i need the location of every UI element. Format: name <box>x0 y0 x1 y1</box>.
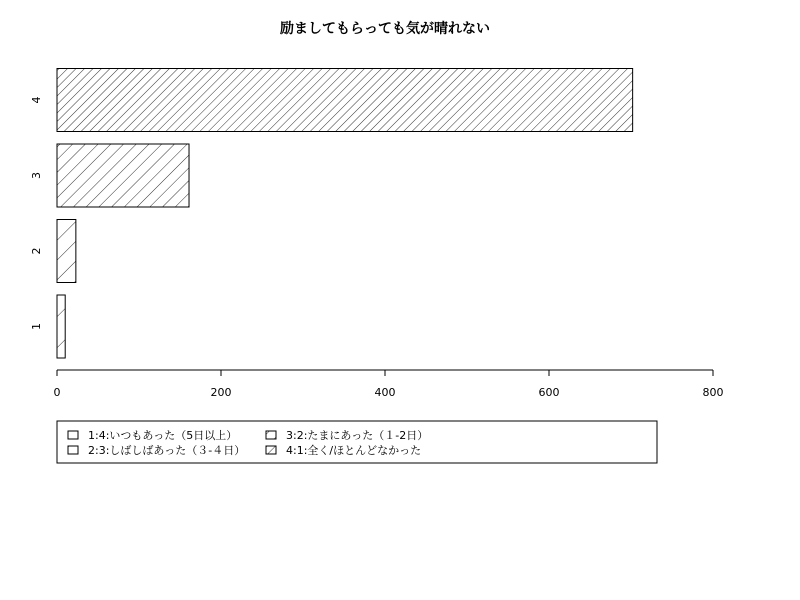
legend-entry: 3:2:たまにあった（１-2日） <box>286 429 429 442</box>
x-tick-label: 400 <box>374 386 396 399</box>
legend-key <box>68 446 78 454</box>
legend <box>57 421 657 463</box>
x-tick-label: 600 <box>538 386 560 399</box>
bar-3 <box>57 144 189 207</box>
legend-entry: 1:4:いつもあった（5日以上） <box>88 429 238 442</box>
y-tick-label-4: 4 <box>30 96 43 104</box>
x-axis <box>54 370 724 399</box>
x-tick-label: 0 <box>53 386 61 399</box>
bar-1 <box>57 295 65 358</box>
legend-key <box>266 431 276 439</box>
bar-4 <box>57 69 633 132</box>
x-tick-label: 800 <box>702 386 724 399</box>
bar-2 <box>57 220 76 283</box>
y-tick-label-2: 2 <box>30 247 43 255</box>
bars-group <box>57 69 633 359</box>
x-tick-label: 200 <box>210 386 232 399</box>
legend-key <box>266 446 276 454</box>
chart-title: 励ましてもらっても気が晴れない <box>280 21 490 37</box>
y-axis-labels <box>30 97 43 331</box>
legend-entry: 4:1:全く/ほとんどなかった <box>286 444 422 457</box>
legend-entry: 2:3:しばしばあった（３-４日） <box>88 444 246 457</box>
legend-key <box>68 431 78 439</box>
y-tick-label-1: 1 <box>30 323 43 330</box>
y-tick-label-3: 3 <box>30 172 43 179</box>
